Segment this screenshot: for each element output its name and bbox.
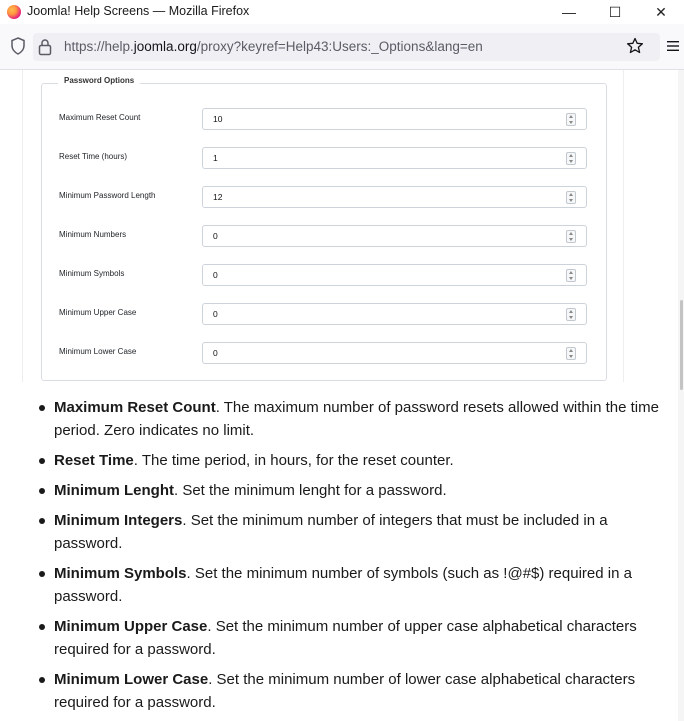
url-path: /proxy?keyref=Help43:Users:_Options&lang=en: [196, 39, 483, 54]
spinner-icon[interactable]: [566, 347, 576, 360]
url-domain: joomla.org: [133, 39, 197, 54]
form-row: [42, 303, 606, 325]
field-value: 0: [213, 309, 218, 319]
field-label: Minimum Upper Case: [59, 308, 137, 317]
minimum-password-length-input[interactable]: [202, 186, 587, 208]
form-row: [42, 186, 606, 208]
scrollbar-thumb[interactable]: [680, 300, 683, 390]
form-row: [42, 147, 606, 169]
title-bar: [0, 0, 684, 24]
list-item-text: . Set the minimum number of integers that must be included in a password.: [54, 512, 608, 552]
list-item: [36, 668, 664, 714]
fieldset-legend: Password Options: [58, 76, 140, 85]
options-description-list: [36, 396, 664, 721]
url-text[interactable]: [64, 39, 483, 54]
list-item-term: Minimum Integers: [54, 512, 183, 529]
list-item-text: . The time period, in hours, for the reset counter.: [133, 452, 454, 469]
field-value: 12: [213, 192, 223, 202]
tracking-protection-shield-icon[interactable]: [10, 37, 26, 55]
reset-time-input[interactable]: [202, 147, 587, 169]
page-content: [0, 70, 684, 721]
list-item-text: . Set the minimum lenght for a password.: [174, 482, 447, 499]
list-item-term: Minimum Symbols: [54, 565, 187, 582]
list-item-text: . The maximum number of password resets allowed within the time period. Zero indicates no limit.: [54, 399, 659, 439]
list-item: [36, 615, 664, 661]
list-item-term: Minimum Upper Case: [54, 618, 208, 635]
minimum-symbols-input[interactable]: [202, 264, 587, 286]
url-prefix: https://help.: [64, 39, 134, 54]
form-row: [42, 264, 606, 286]
field-label: Minimum Password Length: [59, 191, 156, 200]
spinner-icon[interactable]: [566, 269, 576, 282]
list-item: [36, 509, 664, 555]
form-row: [42, 108, 606, 130]
list-item-term: Maximum Reset Count: [54, 399, 216, 416]
spinner-icon[interactable]: [566, 308, 576, 321]
minimize-button[interactable]: —: [562, 4, 576, 20]
vertical-scrollbar[interactable]: [678, 70, 684, 721]
list-item: [36, 449, 664, 472]
spinner-icon[interactable]: [566, 113, 576, 126]
list-item-text: . Set the minimum number of upper case alphabetical characters required for a password.: [54, 618, 637, 658]
hamburger-menu-icon[interactable]: [666, 39, 680, 53]
list-item: [36, 479, 664, 502]
list-item-term: Minimum Lenght: [54, 482, 174, 499]
list-item-text: . Set the minimum number of symbols (such as !@#$) required in a password.: [54, 565, 632, 605]
minimum-lower-case-input[interactable]: [202, 342, 587, 364]
maximize-button[interactable]: ☐: [608, 3, 622, 20]
options-screenshot: [22, 70, 624, 382]
window-title: Joomla! Help Screens — Mozilla Firefox: [27, 4, 250, 18]
field-label: Minimum Lower Case: [59, 347, 137, 356]
bookmark-star-icon[interactable]: [626, 37, 644, 55]
field-label: Minimum Symbols: [59, 269, 125, 278]
field-label: Minimum Numbers: [59, 230, 127, 239]
firefox-logo-icon: [7, 5, 21, 19]
field-value: 0: [213, 348, 218, 358]
password-options-fieldset: [41, 76, 607, 381]
maximum-reset-count-input[interactable]: [202, 108, 587, 130]
field-value: 10: [213, 114, 223, 124]
field-value: 1: [213, 153, 218, 163]
minimum-upper-case-input[interactable]: [202, 303, 587, 325]
spinner-icon[interactable]: [566, 230, 576, 243]
field-label: Maximum Reset Count: [59, 113, 141, 122]
list-item-text: . Set the minimum number of lower case alphabetical characters required for a password.: [54, 671, 636, 711]
lock-icon[interactable]: [38, 38, 52, 56]
list-item-term: Minimum Lower Case: [54, 671, 209, 688]
field-value: 0: [213, 231, 218, 241]
list-item: [36, 396, 664, 442]
close-button[interactable]: ✕: [655, 3, 667, 20]
spinner-icon[interactable]: [566, 191, 576, 204]
field-value: 0: [213, 270, 218, 280]
spinner-icon[interactable]: [566, 152, 576, 165]
list-item-term: Reset Time: [54, 452, 134, 469]
minimum-numbers-input[interactable]: [202, 225, 587, 247]
form-row: [42, 225, 606, 247]
form-row: [42, 342, 606, 364]
list-item: [36, 562, 664, 608]
navigation-toolbar: [0, 24, 684, 70]
field-label: Reset Time (hours): [59, 152, 128, 161]
